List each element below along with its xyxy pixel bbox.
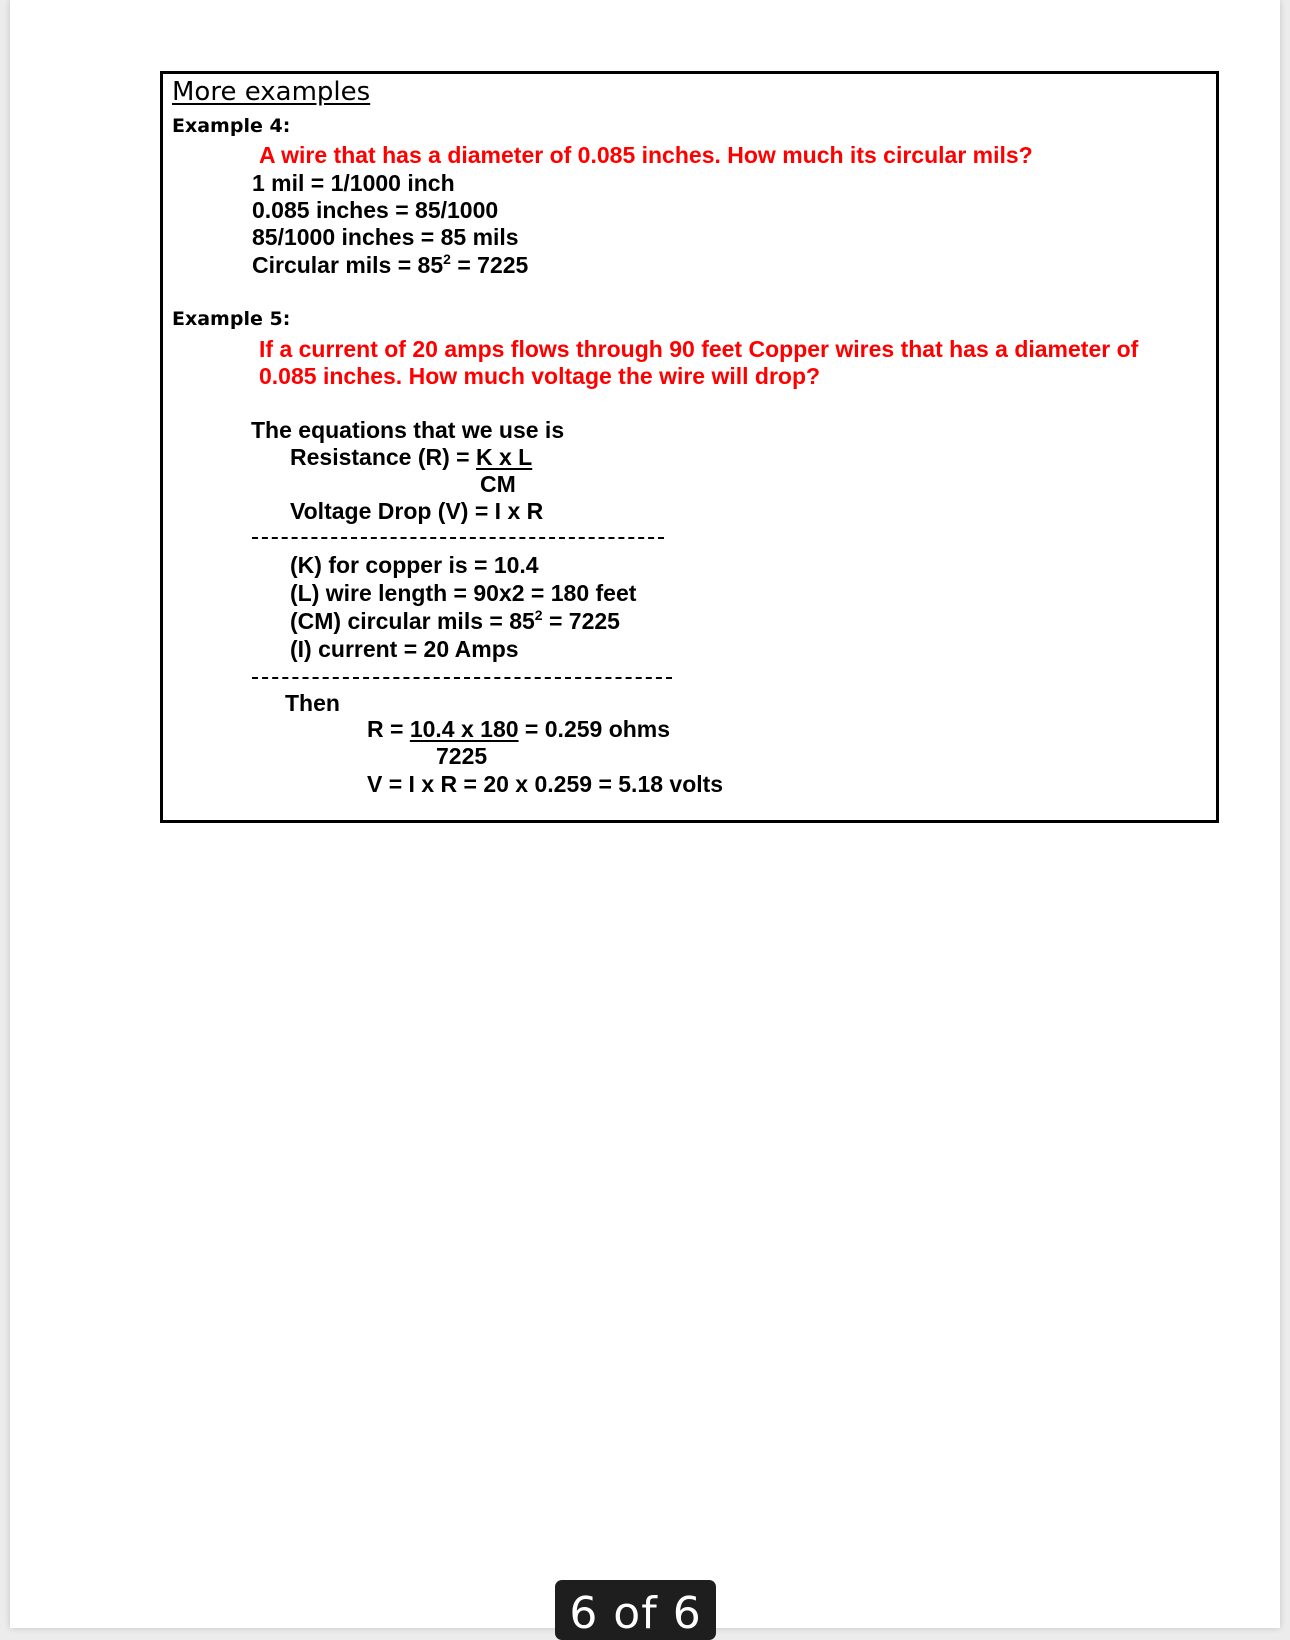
example-4-step-3: 85/1000 inches = 85 mils	[252, 224, 519, 250]
resistance-denominator: CM	[480, 471, 516, 497]
circular-mils-text: Circular mils = 85	[252, 252, 444, 278]
page-indicator: 6 of 6	[555, 1580, 716, 1640]
r-calc-numerator: 10.4 x 180	[409, 716, 519, 742]
example-4-question: A wire that has a diameter of 0.085 inches. How much its circular mils?	[259, 142, 1033, 168]
example-4-step-2: 0.085 inches = 85/1000	[252, 197, 499, 223]
example-5-question-line-2: 0.085 inches. How much voltage the wire will drop?	[259, 363, 821, 389]
example-4-step-4	[252, 251, 529, 278]
given-cm-text: (CM) circular mils = 85	[290, 608, 535, 634]
r-calc-denominator: 7225	[436, 743, 488, 769]
dashed-divider	[252, 677, 672, 679]
circular-mils-result: = 7225	[450, 252, 529, 278]
then-label: Then	[285, 690, 340, 716]
section-heading: More examples	[172, 77, 371, 107]
given-k: (K) for copper is = 10.4	[290, 552, 539, 578]
example-5-label: Example 5:	[172, 308, 291, 330]
equations-intro: The equations that we use is	[251, 417, 565, 443]
example-4-label: Example 4:	[172, 115, 291, 137]
resistance-equation	[290, 446, 532, 469]
r-calc-result: = 0.259 ohms	[518, 716, 671, 742]
given-cm-result: = 7225	[542, 608, 620, 634]
r-calc-prefix: R =	[367, 716, 410, 742]
given-cm	[290, 607, 620, 634]
dashed-divider	[252, 537, 664, 539]
given-i: (I) current = 20 Amps	[290, 636, 519, 662]
resistance-numerator: K x L	[476, 444, 533, 470]
document-page	[10, 0, 1280, 1628]
exponent: 2	[534, 607, 543, 623]
resistance-calculation	[367, 718, 670, 741]
resistance-label: Resistance (R) =	[290, 444, 476, 470]
voltage-drop-equation: Voltage Drop (V) = I x R	[290, 498, 544, 524]
example-5-question-line-1: If a current of 20 amps flows through 90 feet Copper wires that has a diameter of	[259, 336, 1139, 362]
voltage-calculation: V = I x R = 20 x 0.259 = 5.18 volts	[367, 771, 724, 797]
exponent: 2	[443, 251, 451, 267]
example-4-step-1: 1 mil = 1/1000 inch	[252, 170, 455, 196]
given-l: (L) wire length = 90x2 = 180 feet	[290, 580, 637, 606]
